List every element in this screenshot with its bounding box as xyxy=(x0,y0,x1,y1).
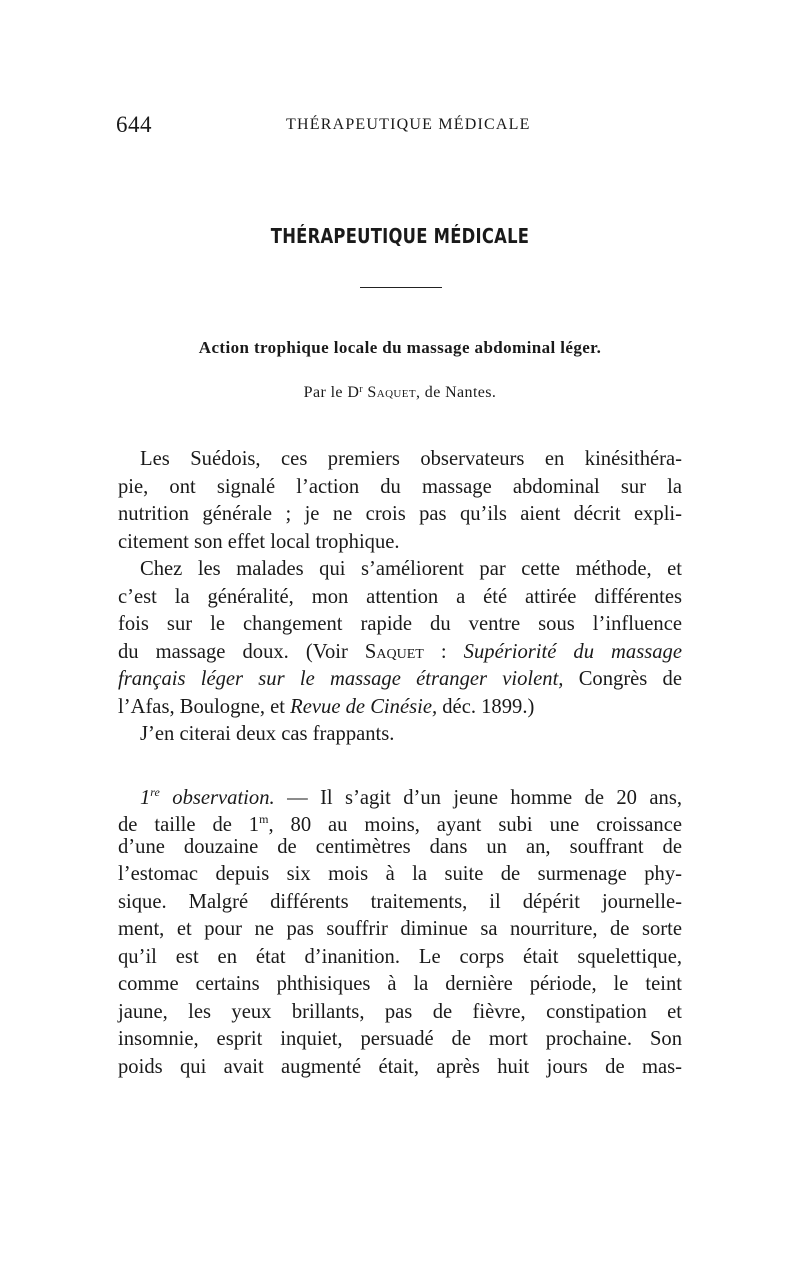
text-fragment: de taille de 1 xyxy=(118,814,260,836)
text-line: c’est la généralité, mon attention a été attirée différentes xyxy=(118,585,682,608)
text-line: insomnie, esprit inquiet, persuadé de mort prochaine. Son xyxy=(118,1028,682,1050)
article-title: Action trophique locale du massage abdominal léger. xyxy=(198,338,602,357)
text-line: jaune, les yeux brillants, pas de fièvre, constipation et xyxy=(118,1000,682,1023)
byline-author: Saquet xyxy=(367,384,416,401)
text-line xyxy=(118,639,682,667)
text-fragment: — Il s’agit d’un jeune homme de 20 ans, xyxy=(274,786,682,809)
text-fragment: Congrès de xyxy=(563,668,682,690)
citation-title: Supériorité du massage xyxy=(463,640,682,663)
page-number: 644 xyxy=(116,112,152,137)
citation-title: français léger sur le massage étranger violent, xyxy=(118,668,564,690)
text-fragment: : xyxy=(423,640,464,663)
running-head xyxy=(116,112,682,142)
text-line: citement son effet local trophique. xyxy=(118,530,400,553)
byline xyxy=(0,384,800,402)
text-fragment: , 80 au moins, ayant subi une croissance xyxy=(268,814,682,836)
article-body xyxy=(118,446,682,1081)
text-line: l’estomac depuis six mois à la suite de surmenage phy- xyxy=(118,863,682,885)
section-title: THÉRAPEUTIQUE MÉDICALE xyxy=(270,224,530,248)
observation-number: 1 xyxy=(140,786,151,809)
observation-label: observation. xyxy=(159,786,275,809)
byline-sup: r xyxy=(359,384,364,395)
unit-sup: m xyxy=(259,812,269,826)
running-title: THÉRAPEUTIQUE MÉDICALE xyxy=(286,116,531,133)
journal-title: Revue de Cinésie, xyxy=(290,695,438,718)
text-line: comme certains phthisiques à la dernière période, le teint xyxy=(118,973,682,995)
text-line xyxy=(118,779,682,807)
text-fragment: du massage doux. (Voir xyxy=(118,640,365,663)
title-divider xyxy=(360,287,442,288)
text-line: Les Suédois, ces premiers observateurs en kinésithéra- xyxy=(140,448,682,470)
text-line: ment, et pour ne pas souffrir diminue sa nourriture, de sorte xyxy=(118,918,682,940)
text-line: fois sur le changement rapide du ventre sous l’influence xyxy=(118,613,682,635)
paragraph-gap xyxy=(118,749,682,779)
text-line: J’en citerai deux cas frappants. xyxy=(140,723,395,745)
text-line xyxy=(118,806,682,834)
text-line xyxy=(118,666,682,694)
text-line: Chez les malades qui s’améliorent par cette méthode, et xyxy=(140,558,682,580)
text-line xyxy=(118,694,682,722)
byline-suffix: , de Nantes. xyxy=(416,384,497,401)
citation-author: Saquet xyxy=(364,640,424,663)
text-line: pie, ont signalé l’action du massage abdominal sur la xyxy=(118,475,682,498)
text-line: nutrition générale ; je ne crois pas qu’ils aient décrit expli- xyxy=(118,503,682,525)
text-line: d’une douzaine de centimètres dans un an, souffrant de xyxy=(118,835,682,858)
observation-sup: re xyxy=(150,784,160,799)
byline-prefix: Par le D xyxy=(303,384,360,401)
text-line: qu’il est en état d’inanition. Le corps était squelettique, xyxy=(118,945,682,968)
text-line: sique. Malgré différents traitements, il dépérit journelle- xyxy=(118,890,682,913)
text-fragment: déc. 1899.) xyxy=(437,695,535,718)
text-line: poids qui avait augmenté était, après huit jours de mas- xyxy=(118,1055,682,1078)
text-fragment: l’Afas, Boulogne, et xyxy=(118,695,291,718)
